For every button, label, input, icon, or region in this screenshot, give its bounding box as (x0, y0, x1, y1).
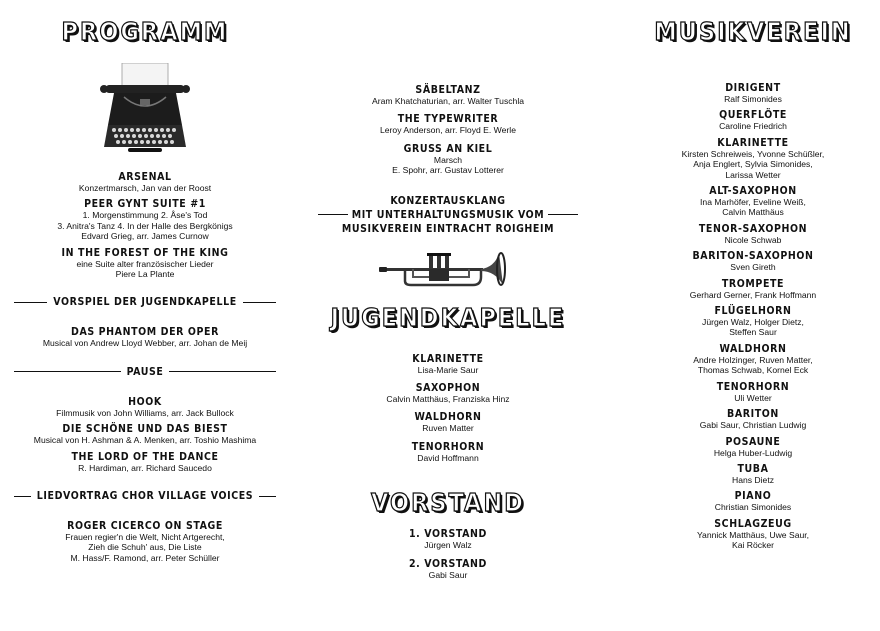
musikverein-title: MUSIKVEREIN (654, 17, 852, 46)
divider-line (259, 496, 276, 497)
program-item-title: ARSENAL (118, 171, 172, 183)
program-item-line: Zieh die Schuh' aus, Die Liste (88, 542, 202, 553)
member-line: Lisa-Marie Saur (417, 364, 479, 375)
program-item-line: Marsch (433, 154, 463, 165)
member-bariton-saxophon (636, 250, 870, 272)
vorstand-second (318, 558, 578, 580)
divider-line (548, 214, 578, 215)
instrument-title: TENORHORN (716, 380, 790, 393)
vorstand-title: VORSTAND (371, 488, 525, 518)
instrument-title: FLÜGELHORN (714, 305, 792, 318)
program-item-line: Edvard Grieg, arr. James Curnow (81, 231, 209, 242)
ausklang-line: MIT UNTERHALTUNGSMUSIK VOM (351, 208, 545, 221)
jugend-member-saxophon (318, 382, 578, 404)
program-item-saebeltanz (318, 84, 578, 106)
instrument-title: QUERFLÖTE (719, 109, 787, 122)
middle-column (318, 0, 578, 587)
vorstand-first (318, 528, 578, 550)
program-item-title: GRUSS AN KIEL (403, 142, 493, 155)
instrument-title: TUBA (737, 462, 769, 475)
program-item-title: SÄBELTANZ (415, 84, 481, 96)
member-line: Ina Marhöfer, Eveline Weiß, (700, 197, 806, 208)
divider-line (169, 371, 276, 372)
vorstand-role: 1. VORSTAND (409, 528, 487, 541)
member-line: Calvin Matthäus (722, 207, 784, 218)
vorspiel-divider (14, 296, 276, 308)
instrument-title: KLARINETTE (717, 136, 789, 149)
member-line: Gerhard Gerner, Frank Hoffmann (689, 289, 817, 300)
member-line: Jürgen Walz, Holger Dietz, (702, 317, 804, 328)
member-line: Christian Simonides (714, 502, 792, 513)
divider-line (14, 371, 121, 372)
instrument-title: DIRIGENT (725, 82, 781, 94)
program-item-forest (14, 247, 276, 280)
program-item-line: Filmmusik von John Williams, arr. Jack Bullock (56, 407, 234, 418)
program-item-lord-dance (14, 451, 276, 473)
member-line: Kai Röcker (731, 540, 775, 551)
member-fluegelhorn (636, 305, 870, 338)
member-dirigent (636, 82, 870, 104)
member-line: Larissa Wetter (725, 169, 781, 180)
member-line: Calvin Matthäus, Franziska Hinz (386, 394, 510, 405)
member-line: Thomas Schwab, Kornel Eck (697, 365, 809, 376)
divider-line (14, 302, 47, 303)
member-line: Helga Huber-Ludwig (713, 447, 793, 458)
programm-column (14, 0, 276, 570)
vorstand-role: 2. VORSTAND (409, 557, 487, 570)
program-item-hook (14, 396, 276, 418)
program-item-title: ROGER CICERCO ON STAGE (67, 520, 223, 533)
program-item-line: M. Hass/F. Ramond, arr. Peter Schüller (70, 552, 220, 563)
liedvortrag-divider (14, 490, 276, 502)
instrument-title: TENOR-SAXOPHON (698, 222, 808, 235)
program-item-title: THE LORD OF THE DANCE (71, 450, 219, 463)
program-item-line: 1. Morgenstimmung 2. Åse's Tod (82, 210, 208, 221)
program-item-line: Konzertmarsch, Jan van der Roost (78, 183, 212, 193)
member-line: Yannick Matthäus, Uwe Saur, (696, 529, 810, 540)
program-item-line: Musical von H. Ashman & A. Menken, arr. Toshio Mashima (33, 435, 257, 446)
member-line: Ralf Simonides (724, 94, 782, 104)
member-line: Anja Englert, Sylvia Simonides, (693, 159, 813, 170)
jugend-member-tenorhorn (318, 441, 578, 463)
member-line: Andre Holzinger, Ruven Matter, (693, 354, 813, 365)
instrument-title: WALDHORN (414, 411, 482, 424)
pause-label: PAUSE (126, 365, 164, 378)
instrument-title: BARITON (727, 408, 779, 421)
member-waldhorn (636, 343, 870, 376)
program-item-line: Leroy Anderson, arr. Floyd E. Werle (380, 125, 516, 136)
vorstand-name: Jürgen Walz (424, 540, 472, 551)
ausklang-divider (318, 209, 578, 221)
program-item-arsenal (14, 171, 276, 193)
program-item-line: Piere La Plante (115, 269, 175, 280)
program-item-title: IN THE FOREST OF THE KING (61, 246, 229, 259)
program-item-phantom (14, 326, 276, 348)
ausklang-line: KONZERTAUSKLANG (390, 194, 506, 207)
member-querfloete (636, 109, 870, 131)
member-trompete (636, 278, 870, 300)
program-item-title: THE TYPEWRITER (397, 113, 499, 126)
instrument-title: TROMPETE (721, 277, 785, 290)
program-item-title: HOOK (128, 395, 162, 408)
member-line: Ruven Matter (422, 423, 474, 434)
program-item-line: E. Spohr, arr. Gustav Lotterer (392, 165, 504, 176)
vorspiel-label: VORSPIEL DER JUGENDKAPELLE (53, 296, 237, 309)
instrument-title: POSAUNE (725, 435, 781, 448)
programm-title: PROGRAMM (61, 17, 229, 46)
program-item-title: DIE SCHÖNE UND DAS BIEST (62, 423, 228, 436)
member-line: Sven Gireth (730, 262, 776, 273)
instrument-title: TENORHORN (411, 440, 485, 453)
program-item-line: 3. Anitra's Tanz 4. In der Halle des Bergkönigs (57, 220, 233, 231)
program-item-line: R. Hardiman, arr. Richard Saucedo (78, 462, 212, 473)
member-tenor-saxophon (636, 223, 870, 245)
member-line: Uli Wetter (734, 392, 772, 403)
program-item-title: PEER GYNT SUITE #1 (84, 198, 206, 211)
konzertausklang-block (318, 195, 578, 235)
ausklang-line: MUSIKVEREIN EINTRACHT ROIGHEIM (341, 222, 555, 235)
instrument-title: PIANO (734, 490, 772, 503)
trumpet-icon (377, 249, 519, 289)
program-item-line: Aram Khatchaturian, arr. Walter Tuschla (371, 96, 525, 106)
member-line: Kirsten Schreiweis, Yvonne Schüßler, (681, 148, 825, 159)
liedvortrag-label: LIEDVORTRAG CHOR VILLAGE VOICES (36, 490, 254, 503)
jugendkapelle-title: JUGENDKAPELLE (330, 302, 566, 332)
divider-line (243, 302, 276, 303)
vorstand-name: Gabi Saur (428, 569, 468, 580)
instrument-title: KLARINETTE (412, 352, 484, 365)
typewriter-icon (100, 63, 190, 155)
member-tuba (636, 463, 870, 485)
instrument-title: WALDHORN (719, 342, 787, 355)
member-line: Caroline Friedrich (719, 121, 787, 132)
program-item-peer-gynt (14, 198, 276, 241)
instrument-title: SCHLAGZEUG (714, 517, 792, 530)
program-item-line: eine Suite alter französischer Lieder (76, 258, 214, 269)
program-item-title: DAS PHANTOM DER OPER (71, 326, 219, 339)
member-schlagzeug (636, 518, 870, 551)
program-item-schoene-biest (14, 423, 276, 445)
program-item-line: Frauen regier'n die Welt, Nicht Artgerecht, (65, 532, 225, 543)
program-item-gruss-kiel (318, 143, 578, 176)
member-piano (636, 490, 870, 512)
musikverein-column (636, 0, 870, 556)
member-line: Hans Dietz (731, 474, 775, 485)
jugend-member-waldhorn (318, 411, 578, 433)
member-line: Nicole Schwab (724, 234, 782, 245)
jugend-member-klarinette (318, 353, 578, 375)
divider-line (318, 214, 348, 215)
member-klarinette (636, 137, 870, 180)
member-line: David Hoffmann (417, 452, 479, 463)
member-alt-saxophon (636, 185, 870, 218)
instrument-title: ALT-SAXOPHON (709, 185, 797, 198)
member-line: Steffen Saur (729, 327, 777, 338)
member-line: Gabi Saur, Christian Ludwig (699, 420, 807, 431)
program-item-cicerco (14, 520, 276, 563)
member-bariton (636, 408, 870, 430)
program-item-typewriter (318, 113, 578, 135)
member-posaune (636, 436, 870, 458)
divider-line (14, 496, 31, 497)
program-item-line: Musical von Andrew Lloyd Webber, arr. Johan de Meij (42, 338, 248, 349)
pause-divider (14, 366, 276, 378)
instrument-title: SAXOPHON (415, 382, 481, 395)
member-tenorhorn (636, 381, 870, 403)
instrument-title: BARITON-SAXOPHON (692, 250, 814, 263)
